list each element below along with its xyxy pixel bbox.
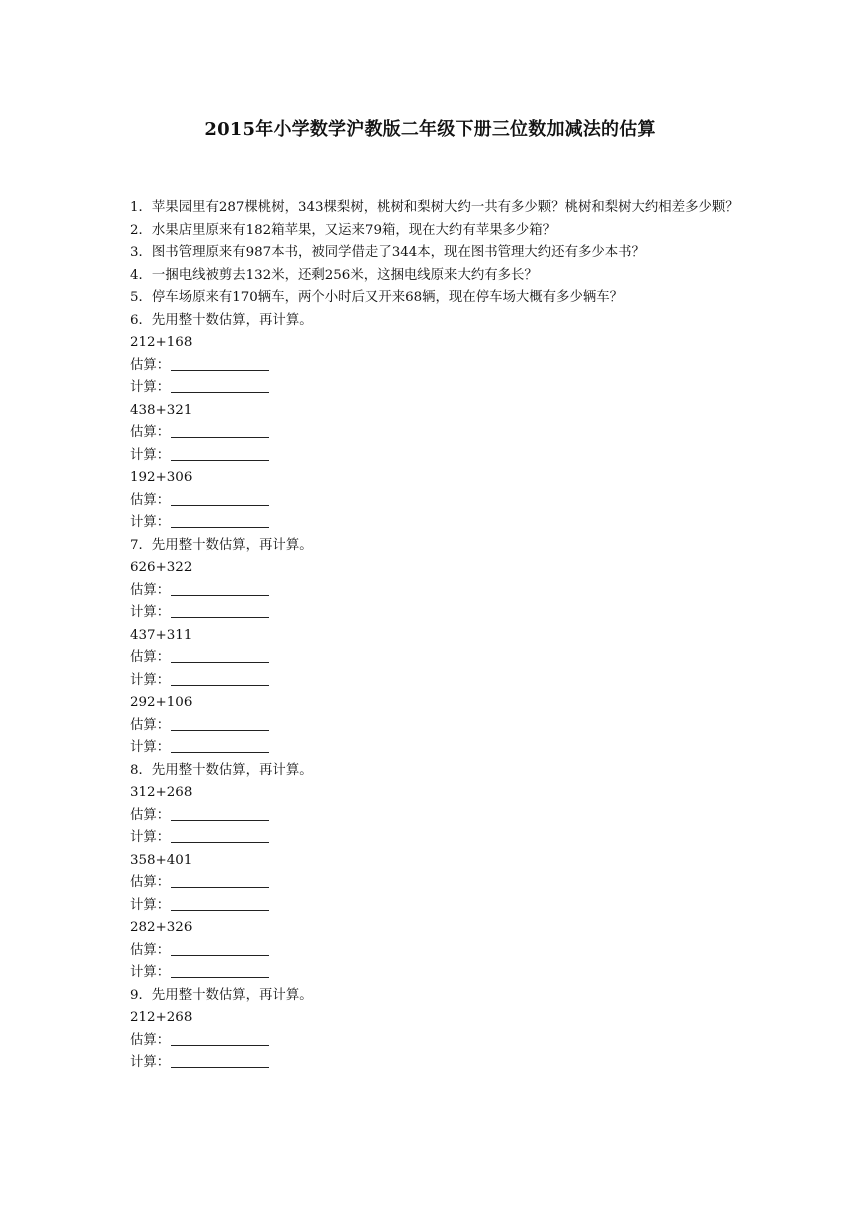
estimate-answer-blank[interactable] bbox=[171, 806, 269, 821]
expression: 626+322 bbox=[130, 560, 193, 575]
estimate-row bbox=[130, 805, 742, 828]
calculate-row bbox=[130, 895, 742, 918]
calculate-label: 计算： bbox=[130, 447, 171, 463]
calculate-row bbox=[130, 602, 742, 625]
estimate-label: 估算： bbox=[130, 425, 171, 440]
calculate-label: 计算： bbox=[130, 897, 171, 913]
estimate-row bbox=[130, 872, 742, 895]
estimate-row bbox=[130, 422, 742, 445]
calculate-answer-blank[interactable] bbox=[171, 1053, 269, 1068]
calculate-row bbox=[130, 377, 742, 400]
calculate-label: 计算： bbox=[130, 515, 171, 530]
estimate-label: 估算： bbox=[130, 582, 171, 598]
calculate-answer-blank[interactable] bbox=[171, 963, 269, 978]
document-title: 2015年小学数学沪教版二年级下册三位数加减法的估算 bbox=[204, 119, 656, 140]
question-8: 8．先用整十数估算，再计算。 bbox=[130, 762, 313, 778]
calculate-answer-blank[interactable] bbox=[171, 378, 269, 393]
calculate-answer-blank[interactable] bbox=[171, 513, 269, 528]
estimate-row bbox=[130, 715, 742, 738]
estimate-answer-blank[interactable] bbox=[171, 873, 269, 888]
estimate-row bbox=[130, 940, 742, 963]
calculate-label: 计算： bbox=[130, 380, 171, 395]
estimate-label: 估算： bbox=[130, 717, 171, 733]
estimate-row bbox=[130, 1030, 742, 1053]
expression: 438+321 bbox=[130, 402, 193, 418]
calculate-answer-blank[interactable] bbox=[171, 828, 269, 843]
calculate-row bbox=[130, 445, 742, 468]
calculate-answer-blank[interactable] bbox=[171, 671, 269, 686]
estimate-label: 估算： bbox=[130, 875, 171, 890]
question-4: 4．一捆电线被剪去132米，还剩256米，这捆电线原来大约有多长？ bbox=[130, 267, 538, 283]
question-3: 3．图书管理原来有987本书，被同学借走了344本，现在图书管理大约还有多少本书？ bbox=[130, 245, 645, 260]
calculate-answer-blank[interactable] bbox=[171, 896, 269, 911]
estimate-row bbox=[130, 490, 742, 513]
estimate-answer-blank[interactable] bbox=[171, 423, 269, 438]
expression: 358+401 bbox=[130, 852, 193, 868]
estimate-label: 估算： bbox=[130, 807, 171, 823]
estimate-row bbox=[130, 647, 742, 670]
calculate-row bbox=[130, 512, 742, 535]
question-2: 2．水果店里原来有182箱苹果，又运来79箱，现在大约有苹果多少箱？ bbox=[130, 222, 557, 238]
expression: 282+326 bbox=[130, 920, 193, 935]
estimate-label: 估算： bbox=[130, 942, 171, 958]
estimate-answer-blank[interactable] bbox=[171, 648, 269, 663]
estimate-answer-blank[interactable] bbox=[171, 491, 269, 506]
question-7: 7．先用整十数估算，再计算。 bbox=[130, 537, 313, 553]
estimate-answer-blank[interactable] bbox=[171, 356, 269, 371]
estimate-label: 估算： bbox=[130, 357, 171, 373]
calculate-answer-blank[interactable] bbox=[171, 603, 269, 618]
expression: 212+268 bbox=[130, 1010, 193, 1025]
calculate-row bbox=[130, 670, 742, 693]
estimate-row bbox=[130, 355, 742, 378]
expression: 212+168 bbox=[130, 335, 193, 350]
estimate-label: 估算： bbox=[130, 650, 171, 665]
calculate-answer-blank[interactable] bbox=[171, 446, 269, 461]
estimate-row bbox=[130, 580, 742, 603]
question-5: 5．停车场原来有170辆车，两个小时后又开来68辆，现在停车场大概有多少辆车？ bbox=[130, 290, 624, 305]
estimate-answer-blank[interactable] bbox=[171, 941, 269, 956]
calculate-row bbox=[130, 1052, 742, 1075]
question-6: 6．先用整十数估算，再计算。 bbox=[130, 312, 313, 328]
calculate-label: 计算： bbox=[130, 605, 171, 620]
calculate-label: 计算： bbox=[130, 740, 171, 755]
estimate-label: 估算： bbox=[130, 492, 171, 508]
expression: 292+106 bbox=[130, 695, 193, 710]
calculate-row bbox=[130, 962, 742, 985]
calculate-label: 计算： bbox=[130, 1055, 171, 1070]
estimate-answer-blank[interactable] bbox=[171, 1031, 269, 1046]
estimate-answer-blank[interactable] bbox=[171, 581, 269, 596]
estimate-answer-blank[interactable] bbox=[171, 716, 269, 731]
calculate-label: 计算： bbox=[130, 672, 171, 688]
calculate-row bbox=[130, 737, 742, 760]
worksheet-content bbox=[130, 197, 742, 1075]
calculate-label: 计算： bbox=[130, 830, 171, 845]
expression: 192+306 bbox=[130, 470, 193, 485]
calculate-row bbox=[130, 827, 742, 850]
calculate-label: 计算： bbox=[130, 965, 171, 980]
expression: 312+268 bbox=[130, 785, 193, 800]
question-1: 1．苹果园里有287棵桃树，343棵梨树，桃树和梨树大约一共有多少颗？桃树和梨树大约相差多少颗？ bbox=[130, 200, 739, 215]
estimate-label: 估算： bbox=[130, 1032, 171, 1048]
question-9: 9．先用整十数估算，再计算。 bbox=[130, 987, 313, 1003]
expression: 437+311 bbox=[130, 627, 193, 643]
calculate-answer-blank[interactable] bbox=[171, 738, 269, 753]
